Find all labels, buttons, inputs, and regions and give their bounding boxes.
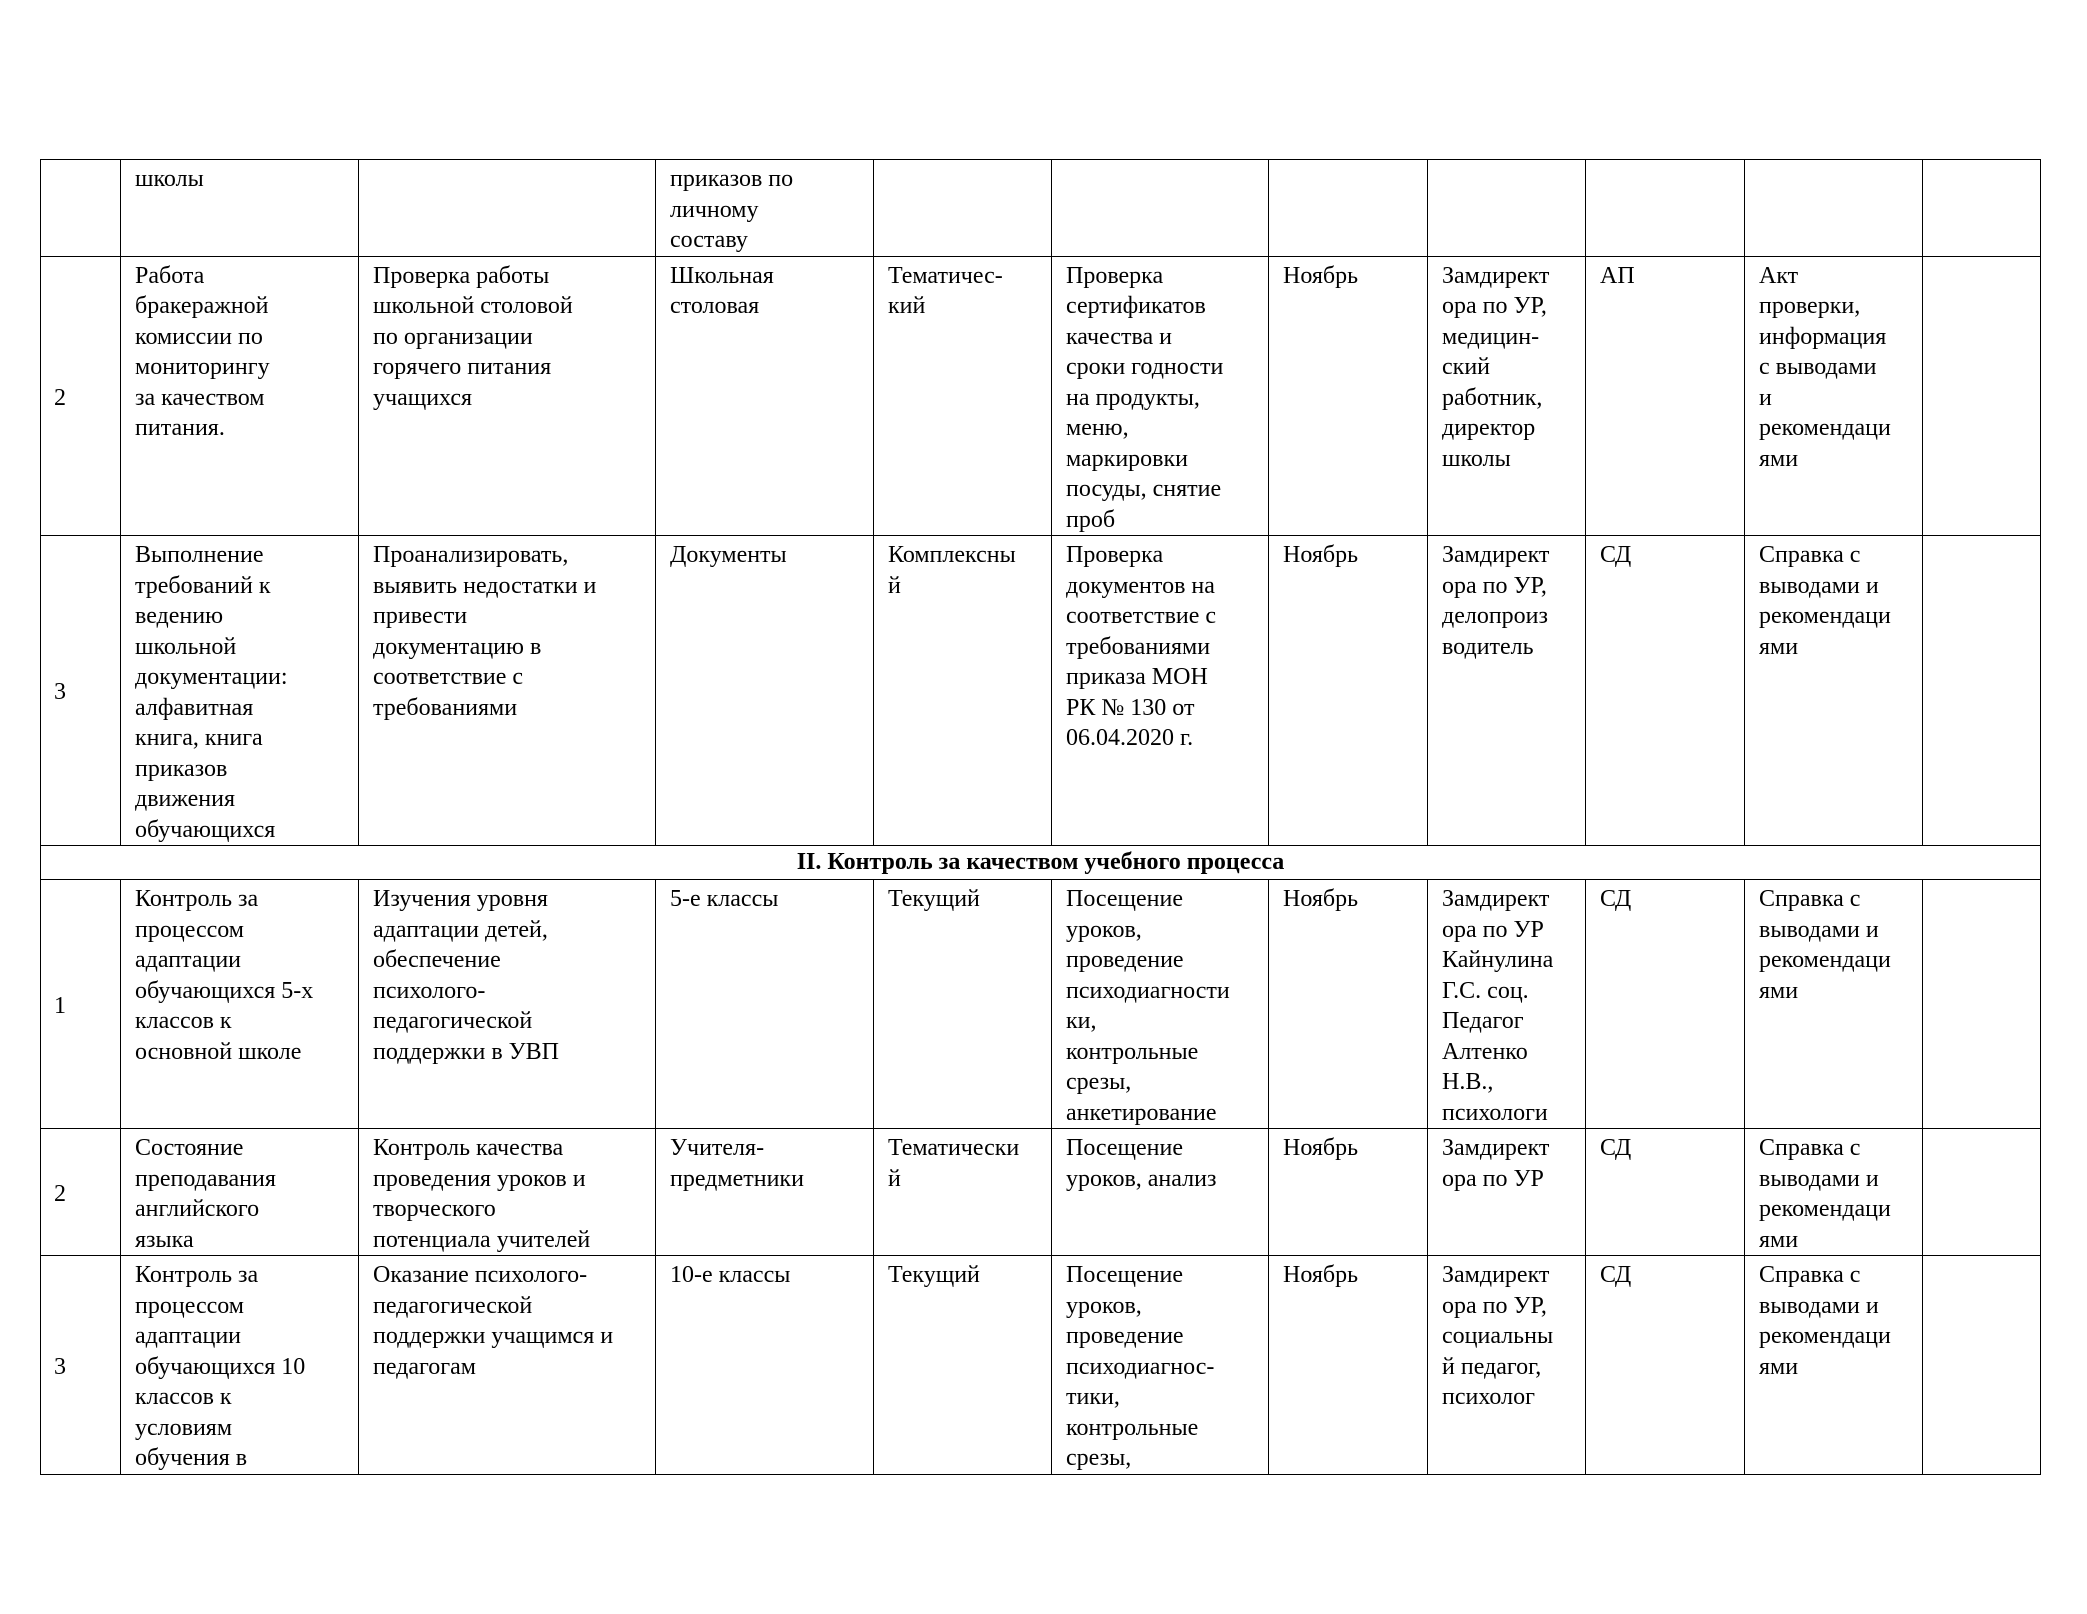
cell-responsible: Замдирект ора по УР: [1428, 1129, 1586, 1256]
row-number: 2: [41, 1129, 121, 1256]
cell-methods: Посещение уроков, анализ: [1052, 1129, 1269, 1256]
cell-methods: Проверка сертификатов качества и сроки годности на продукты, меню, маркировки посуды, снятие проб: [1052, 256, 1269, 536]
cell-methods: [1052, 160, 1269, 257]
cell-goal: Проверка работы школьной столовой по организации горячего питания учащихся: [359, 256, 656, 536]
cell-object: приказов по личному составу: [656, 160, 874, 257]
table-row: [41, 880, 2041, 1129]
section-title: II. Контроль за качеством учебного процесса: [41, 846, 2041, 880]
table-row: [41, 1129, 2041, 1256]
cell-object: Документы: [656, 536, 874, 846]
cell-date: Ноябрь: [1269, 256, 1428, 536]
cell-goal: Оказание психолого- педагогической поддержки учащимся и педагогам: [359, 1256, 656, 1475]
cell-subject: Работа бракеражной комиссии по мониторингу за качеством питания.: [121, 256, 359, 536]
cell-review-place: СД: [1586, 1256, 1745, 1475]
cell-responsible: Замдирект ора по УР, социальны й педагог, психолог: [1428, 1256, 1586, 1475]
cell-review-place: СД: [1586, 880, 1745, 1129]
cell-date: Ноябрь: [1269, 880, 1428, 1129]
cell-control-type: Тематичес- кий: [874, 256, 1052, 536]
cell-goal: [359, 160, 656, 257]
cell-subject: Контроль за процессом адаптации обучающихся 10 классов к условиям обучения в: [121, 1256, 359, 1475]
cell-responsible: [1428, 160, 1586, 257]
row-number: 2: [41, 256, 121, 536]
cell-methods: Посещение уроков, проведение психодиагнос- тики, контрольные срезы,: [1052, 1256, 1269, 1475]
table-row: [41, 256, 2041, 536]
cell-subject: Состояние преподавания английского языка: [121, 1129, 359, 1256]
cell-goal: Изучения уровня адаптации детей, обеспечение психолого- педагогической поддержки в УВП: [359, 880, 656, 1129]
table-body-part-1: [41, 160, 2041, 846]
cell-result: Справка с выводами и рекомендаци ями: [1745, 880, 1923, 1129]
table-row: [41, 160, 2041, 257]
cell-date: [1269, 160, 1428, 257]
cell-goal: Контроль качества проведения уроков и творческого потенциала учителей: [359, 1129, 656, 1256]
table-row: [41, 1256, 2041, 1475]
cell-review-place: СД: [1586, 1129, 1745, 1256]
row-number: 3: [41, 536, 121, 846]
cell-object: 10-е классы: [656, 1256, 874, 1475]
cell-notes: [1923, 1129, 2041, 1256]
cell-result: Справка с выводами и рекомендаци ями: [1745, 1256, 1923, 1475]
row-number: 1: [41, 880, 121, 1129]
cell-notes: [1923, 160, 2041, 257]
cell-date: Ноябрь: [1269, 1129, 1428, 1256]
table-body-part-2: [41, 880, 2041, 1475]
cell-subject: школы: [121, 160, 359, 257]
cell-responsible: Замдирект ора по УР, медицин- ский работник, директор школы: [1428, 256, 1586, 536]
cell-object: Школьная столовая: [656, 256, 874, 536]
cell-date: Ноябрь: [1269, 1256, 1428, 1475]
cell-control-type: Тематически й: [874, 1129, 1052, 1256]
table-row: [41, 536, 2041, 846]
cell-review-place: СД: [1586, 536, 1745, 846]
cell-notes: [1923, 1256, 2041, 1475]
cell-control-type: [874, 160, 1052, 257]
cell-methods: Проверка документов на соответствие с требованиями приказа МОН РК № 130 от 06.04.2020 г.: [1052, 536, 1269, 846]
cell-responsible: Замдирект ора по УР Кайнулина Г.С. соц. Педагог Алтенко Н.В., психологи: [1428, 880, 1586, 1129]
cell-notes: [1923, 880, 2041, 1129]
cell-review-place: [1586, 160, 1745, 257]
cell-result: Справка с выводами и рекомендаци ями: [1745, 1129, 1923, 1256]
control-plan-table: [40, 159, 2041, 1475]
cell-goal: Проанализировать, выявить недостатки и привести документацию в соответствие с требованиями: [359, 536, 656, 846]
row-number: [41, 160, 121, 257]
row-number: 3: [41, 1256, 121, 1475]
cell-result: Акт проверки, информация с выводами и рекомендаци ями: [1745, 256, 1923, 536]
cell-object: Учителя- предметники: [656, 1129, 874, 1256]
cell-subject: Выполнение требований к ведению школьной документации: алфавитная книга, книга приказов движения обучающихся: [121, 536, 359, 846]
cell-control-type: Текущий: [874, 880, 1052, 1129]
section-row: [41, 846, 2041, 880]
cell-result: [1745, 160, 1923, 257]
cell-review-place: АП: [1586, 256, 1745, 536]
cell-date: Ноябрь: [1269, 536, 1428, 846]
cell-notes: [1923, 256, 2041, 536]
cell-methods: Посещение уроков, проведение психодиагности ки, контрольные срезы, анкетирование: [1052, 880, 1269, 1129]
cell-control-type: Комплексны й: [874, 536, 1052, 846]
cell-control-type: Текущий: [874, 1256, 1052, 1475]
section-header: [41, 846, 2041, 880]
cell-notes: [1923, 536, 2041, 846]
cell-responsible: Замдирект ора по УР, делопроиз водитель: [1428, 536, 1586, 846]
cell-object: 5-е классы: [656, 880, 874, 1129]
cell-subject: Контроль за процессом адаптации обучающихся 5-х классов к основной школе: [121, 880, 359, 1129]
cell-result: Справка с выводами и рекомендаци ями: [1745, 536, 1923, 846]
